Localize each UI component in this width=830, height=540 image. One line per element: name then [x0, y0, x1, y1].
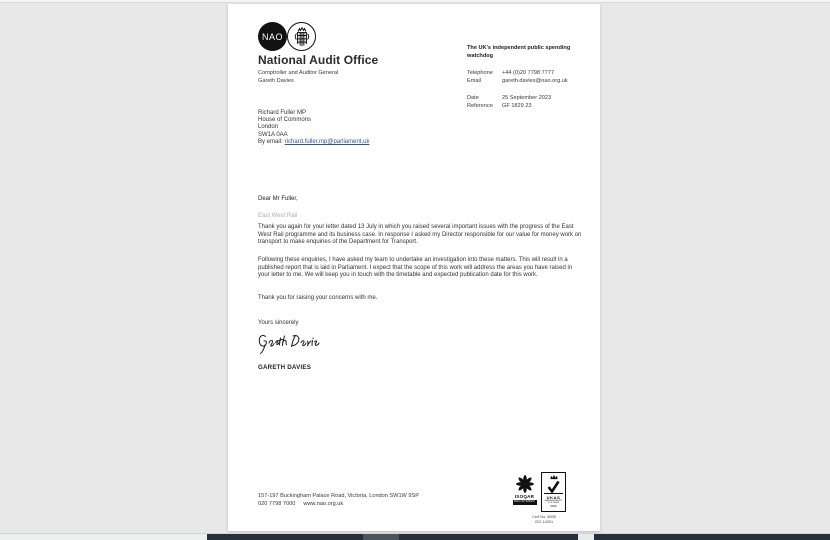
date-value: 25 September 2023 — [502, 95, 552, 101]
ukas-crown-icon — [549, 474, 559, 480]
footer-phone: 020 7798 7000 — [258, 501, 296, 507]
bottom-bar-dark-section — [207, 534, 830, 540]
org-wordmark: National Audit Office — [258, 53, 379, 67]
sender-title: Comptroller and Auditor General — [258, 70, 339, 76]
body-paragraph: Thank you again for your letter dated 13 July in which you raised several important issues with the progress of the East West Rail programme and its business case. In response I asked my Director responsible for our value for money work on transport to make enquiries of the Department for Transport. — [258, 224, 582, 246]
recipient-address-line: London — [258, 124, 279, 131]
nao-monogram: NAO — [261, 31, 283, 42]
date-label: Date — [467, 95, 479, 101]
signature-image — [258, 330, 320, 356]
ukas-number: 0026 — [550, 504, 557, 508]
isoqar-label: ISOQAR — [514, 494, 535, 499]
recipient-email-line — [258, 139, 369, 146]
tagline: The UK's independent public spending watchdog — [467, 45, 571, 59]
signatory-name: GARETH DAVIES — [258, 364, 312, 371]
nao-monogram-badge — [258, 22, 287, 51]
isoqar-logo — [511, 474, 538, 505]
recipient-name: Richard Fuller MP — [258, 110, 307, 116]
bottom-bar — [0, 533, 830, 540]
telephone-label: Telephone — [467, 70, 493, 76]
email-label: Email — [467, 78, 481, 84]
top-edge-strip — [0, 0, 830, 3]
salutation: Dear Mr Fuller, — [258, 196, 298, 202]
cert-number: Cert No. 8835 — [532, 515, 556, 519]
signature-strokes — [258, 330, 320, 356]
recipient-postcode: SW1A 0AA — [258, 131, 288, 138]
ukas-logo — [541, 472, 566, 512]
email-prefix: By email: — [258, 138, 283, 145]
ukas-label: UKAS — [544, 493, 563, 500]
footer-website: www.nao.org.uk — [303, 501, 344, 507]
telephone-value: +44 (0)20 7798 7777 — [502, 70, 555, 76]
recipient-block — [258, 110, 369, 146]
recipient-address-line: House of Commons — [258, 117, 312, 124]
ukas-check-icon — [546, 480, 561, 493]
reference-label: Reference — [467, 103, 493, 109]
bottom-bar-segment — [363, 534, 399, 540]
portcullis-crest-icon — [287, 22, 316, 51]
sender-name: Gareth Davies — [258, 78, 294, 84]
body-paragraph: Following these enquiries, I have asked my team to undertake an investigation into these matters. This will result in a published report that is laid in Parliament. I expect that the scope of this work will address the areas you have raised in your letter to me. We will keep you in touch with the timetable and expected publication date for this work. — [258, 257, 573, 279]
ukas-sub-label: MANAGEMENT SYSTEMS — [544, 499, 563, 504]
iso-number: ISO 14001 — [534, 520, 554, 524]
portcullis-icon — [293, 26, 311, 48]
body-paragraph: Thank you for raising your concerns with me. — [258, 295, 378, 301]
footer-contact-line — [258, 501, 343, 507]
letter-page — [228, 4, 600, 531]
isoqar-registered-bar: REGISTERED — [514, 500, 535, 503]
reference-value: GF 1829 23 — [502, 103, 532, 109]
closing-line: Yours sincerely — [258, 320, 299, 326]
isoqar-pinwheel-icon — [515, 474, 535, 494]
recipient-email-link[interactable]: richard.fuller.mp@parliament.uk — [284, 138, 370, 145]
subject-line: East West Rail — [258, 213, 298, 219]
bottom-bar-segment — [578, 534, 594, 540]
footer-address: 157-197 Buckingham Palace Road, Victoria, London SW1W 9SP — [258, 493, 419, 499]
email-value: gareth.davies@nao.org.uk — [502, 78, 568, 84]
